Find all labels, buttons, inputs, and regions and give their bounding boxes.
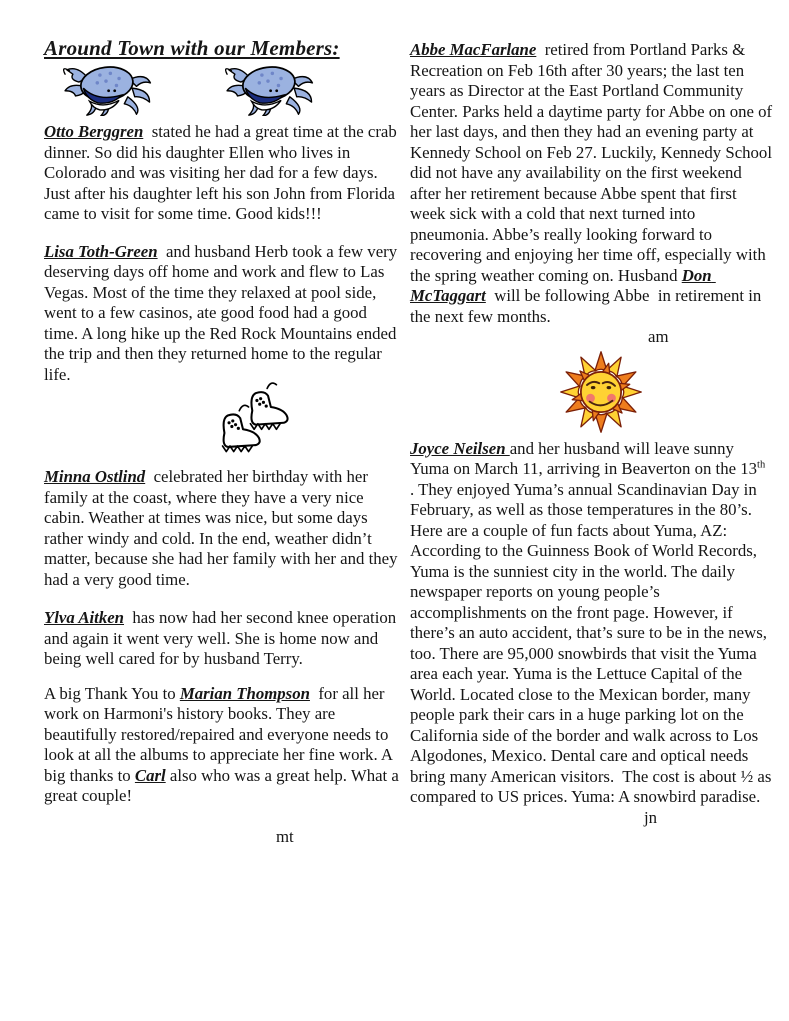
article-minna-ostlind: [44, 467, 401, 590]
blue-crab-icon: [220, 62, 316, 116]
member-name: Joyce Neilsen: [410, 438, 510, 458]
article-lisa-toth-green: [44, 242, 401, 386]
member-name: Marian Thompson: [179, 683, 310, 703]
text-run: A big Thank You to: [44, 683, 180, 703]
text-run: and husband Herb took a few very deserving days off home and work and flew to Las Vegas. Most of the time they relaxed at pool side, went to a few casinos, ate good food had a good time. A long hike up the Red Rock Mountains ended the trip and then they returned home to the regular life.: [44, 241, 402, 384]
text-run: th: [757, 459, 766, 471]
author-initials-mt: mt: [276, 826, 294, 846]
text-run: celebrated her birthday with her family at the coast, where they have a very nice cabin. Weather at times was nice, but some days rather windy and cold. In the end, weather didn’t matter, because she had her family with her and they had a very good time.: [44, 467, 402, 589]
member-name: Lisa Toth-Green: [44, 241, 158, 261]
text-run: retired from Portland Parks & Recreation on Feb 16th after 30 years; the last ten years as Director at the East Portland Community Center. Parks held a daytime party for Abbe on one of her last days, and then they had an evening party at Kennedy School on Feb 27. Luckily, Kennedy School did not have any availability on the first weekend after her retirement because Abbe spent that first week sick with a cold that next turned into pneumonia. Abbe’s really looking forward to recovering and enjoying her time off, especially with the spring weather coming on. Husband: [410, 40, 777, 285]
text-run: stated he had a great time at the crab dinner. So did his daughter Ellen who lives in Colorado and was visiting her dad for a few days. Just after his daughter left his son John from Florida came to visit for some time. Good kids!!!: [44, 122, 401, 223]
left-column: [44, 36, 404, 847]
article-ylva-aitken: [44, 608, 401, 670]
member-name: Ylva Aitken: [44, 608, 125, 627]
sun-image-wrap: [410, 350, 773, 436]
crab-images-row: [44, 62, 401, 116]
right-column: [410, 36, 777, 828]
text-run: . They enjoyed Yuma’s annual Scandinavian Day in February, as well as those temperatures in the 80’s. Here are a couple of fun facts about Yuma, AZ: According to the Guinness Book of World Records, Yuma is the sunniest city in the world. The daily newspaper reports on young people’s accomplishments on the front page. However, if there’s an auto accident, that’s sure to be in the news, too. There are 95,000 snowbirds that visit the Yuma area each year. Yuma is the Lettuce Capital of the World. Located close to the Mexican border, many people park their cars in a huge parking lot on the California side of the border and walk across to Los Algodones, Mexico. Dental care and optical needs bring many American visitors. The cost is about ½ as compared to US prices. Yuma: A snowbird paradise.: [410, 459, 776, 806]
member-name: Carl: [134, 765, 166, 785]
article-abbe-macfarlane: [410, 40, 777, 327]
member-name: Don McTaggart: [410, 265, 716, 305]
text-run: for all her work on Harmoni's history books. They are beautifully restored/repaired and everyone needs to look at all the albums to appreciate her fine work. A big thanks to: [44, 683, 397, 785]
author-initials-am: am: [648, 327, 669, 346]
smiling-sun-icon: [542, 350, 660, 434]
article-otto-berggren: [44, 122, 401, 225]
text-run: will be following Abbe in retirement in the next few months.: [410, 286, 766, 326]
text-run: also who was a great help. What a great couple!: [44, 765, 404, 805]
article-marian-thompson: [44, 683, 404, 807]
page-title: Around Town with our Members:: [44, 36, 340, 60]
article-joyce-neilsen: [410, 438, 776, 808]
hiking-boots-image-wrap: [44, 381, 401, 459]
hiking-boots-icon: [206, 381, 306, 459]
text-run: has now had her second knee operation and again it went very well. She is home now and being well cared for by husband Terry.: [44, 608, 401, 668]
member-name: Minna Ostlind: [44, 467, 146, 486]
member-name: Abbe MacFarlane: [410, 40, 537, 59]
text-run: and her husband will leave sunny Yuma on March 11, arriving in Beaverton on the 13: [410, 438, 758, 478]
author-initials-jn: jn: [644, 807, 658, 827]
blue-crab-icon: [58, 62, 154, 116]
member-name: Otto Berggren: [44, 122, 144, 141]
